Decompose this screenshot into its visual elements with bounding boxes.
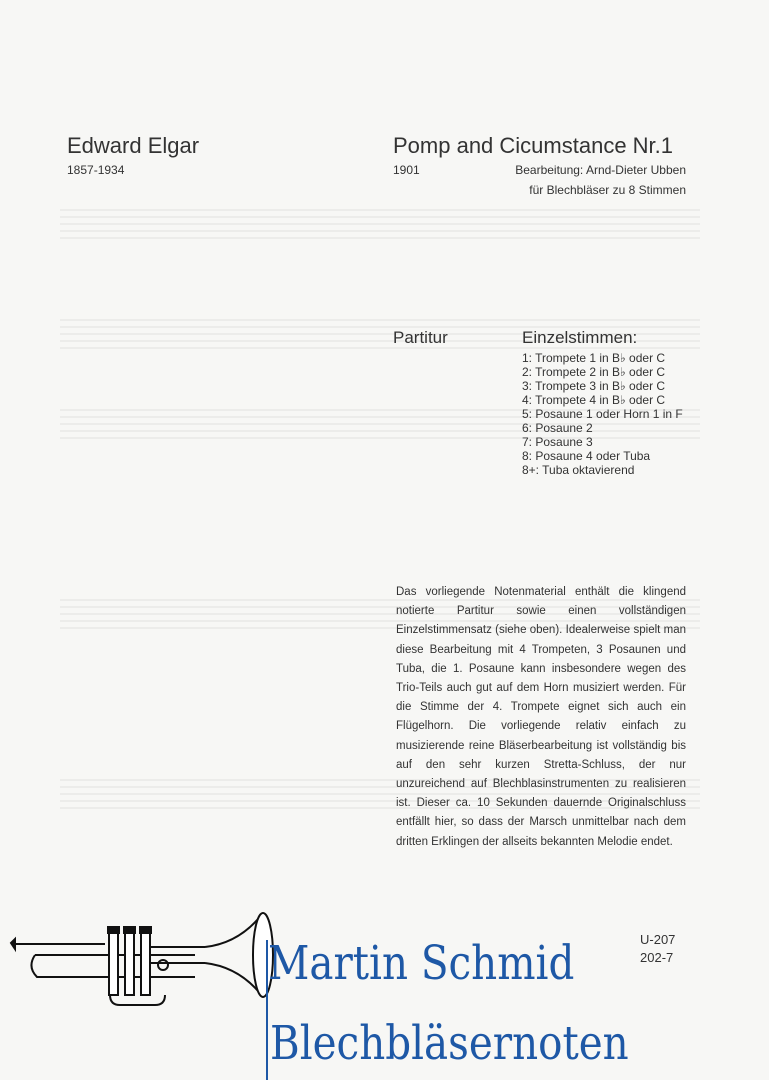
brand-name: Martin Schmid (268, 936, 575, 991)
list-item: 6: Posaune 2 (522, 421, 593, 435)
trumpet-icon (5, 905, 275, 1010)
parts-list (522, 351, 683, 477)
list-item: 8: Posaune 4 oder Tuba (522, 449, 651, 463)
scoring-note: für Blechbläser zu 8 Stimmen (529, 183, 686, 197)
list-item: 5: Posaune 1 oder Horn 1 in F (522, 407, 683, 421)
list-item: 4: Trompete 4 in B♭ oder C (522, 393, 666, 407)
list-item: 1: Trompete 1 in B♭ oder C (522, 351, 666, 365)
catalog-code-1: U-207 (640, 932, 676, 947)
list-item: 2: Trompete 2 in B♭ oder C (522, 365, 666, 379)
piece-title: Pomp and Cicumstance Nr.1 (393, 133, 674, 158)
score-label: Partitur (393, 328, 448, 347)
description-paragraph: Das vorliegende Notenmaterial enthält die klingend notierte Partitur sowie einen vollständigen Einzelstimmensatz (siehe oben). Idealerweise spielt man diese Bearbeitung mit 4 Trompeten, 3 Posaunen und Tuba, die 1. Posaune kann insbesondere wegen des Trio-Teils auch gut auf dem Horn musiziert werden. Für die Stimme der 4. Trompete eignet sich auch ein Flügelhorn. Die vorliegende relativ einfach zu musizierende reine Bläserbearbeitung ist vollständig bis auf den sehr kurzen Stretta-Schluss, der nur unzureichend auf Blechblasinstrumenten zu realisieren ist. Dieser ca. 10 Sekunden dauernde Originalschluss entfällt hier, so dass der Marsch unmittelbar nach dem dritten Erklingen der allseits bekannten Melodie endet. (396, 586, 686, 848)
list-item: 8+: Tuba oktavierend (522, 463, 635, 477)
brand-tagline: Blechbläsernoten (270, 1016, 629, 1071)
composition-year: 1901 (393, 163, 420, 177)
catalog-code-2: 202-7 (640, 950, 674, 965)
composer-years: 1857-1934 (67, 163, 125, 177)
arranger-credit: Bearbeitung: Arnd-Dieter Ubben (515, 163, 686, 177)
list-item: 7: Posaune 3 (522, 435, 593, 449)
parts-heading: Einzelstimmen: (522, 328, 638, 347)
composer-name: Edward Elgar (67, 133, 200, 158)
list-item: 3: Trompete 3 in B♭ oder C (522, 379, 666, 393)
